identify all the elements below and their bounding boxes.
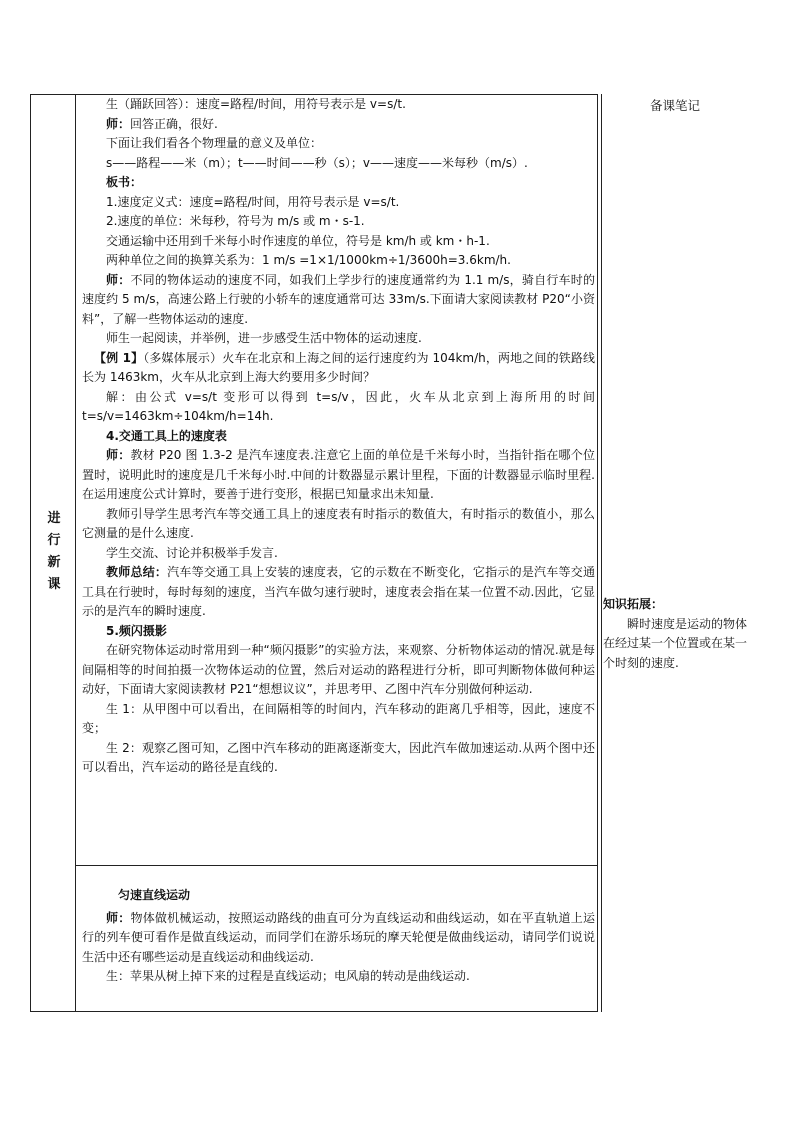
knowledge-extension (603, 595, 753, 673)
lesson-content-2 (82, 886, 595, 987)
teacher-label: 师： (106, 116, 131, 131)
teacher-reply (82, 115, 595, 135)
stage-label (36, 508, 72, 596)
traffic-unit: 交通运输中还用到千米每小时作速度的单位，符号是 km/h 或 km・h-1. (106, 233, 490, 248)
table-row-divider (75, 865, 598, 866)
table-border-left (30, 94, 31, 1012)
teacher-reply-text: 回答正确，很好. (130, 116, 218, 131)
teacher-label: 师： (106, 448, 131, 462)
speedometer-explanation-text: 教材 P20 图 1.3-2 是汽车速度表.注意它上面的单位是千米每小时，当指针指在哪个位置时，说明此时的速度是几千米每小时.中间的计数器显示累计里程，下面的计数器显示临时里程.在运用速度公式计算时，要善于进行变形，根据已知量求出未知量. (82, 448, 595, 501)
board-heading: 板书： (106, 175, 143, 189)
teacher-speed-examples-text: 不同的物体运动的速度不同，如我们上学步行的速度通常约为 1.1 m/s，骑自行车时的速度约 5 m/s，高速公路上行驶的小轿车的速度通常可达 33m/s.下面请大家阅读教材 P20“小资料”，了解一些物体运动的速度. (82, 272, 595, 326)
quantity-units: s——路程——米（m）；t——时间——秒（s）；v——速度——米每秒（m/s）. (106, 155, 528, 170)
uniform-motion-heading: 匀速直线运动 (118, 888, 191, 902)
example-solution: 解：由公式 v=s/t 变形可以得到 t=s/v，因此，火车从北京到上海所用的时间 t=s/v=1463km÷104km/h=14h. (82, 389, 595, 423)
teacher-label: 师： (106, 272, 131, 287)
section-5-heading: 5.频闪摄影 (106, 623, 167, 638)
teacher-motion-intro (82, 909, 595, 968)
teacher-summary-text: 汽车等交通工具上安装的速度表，它的示数在不断变化，它指示的是汽车等交通工具在行驶时，每时每刻的速度，当汽车做匀速行驶时，速度表会指在某一位置不动.因此，它显示的是汽车的瞬时速度. (82, 565, 595, 618)
extension-title: 知识拓展： (603, 597, 664, 611)
summary-label: 教师总结： (106, 565, 168, 579)
reading-activity: 师生一起阅读，并举例，进一步感受生活中物体的运动速度. (106, 331, 422, 345)
speedometer-explanation (82, 446, 595, 505)
stage-label-char: 课 (47, 577, 61, 592)
teacher-speed-examples (82, 271, 595, 330)
unit-conversion: 两种单位之间的换算关系为：1 m/s =1×1/1000km÷1/3600h=3.6km/h. (106, 253, 511, 267)
student-2-answer: 生 2：观察乙图可知，乙图中汽车移动的距离逐渐变大，因此汽车做加速运动.从两个图中还可以看出，汽车运动的路径是直线的. (82, 740, 595, 774)
teacher-motion-intro-text: 物体做机械运动，按照运动路线的曲直可分为直线运动和曲线运动，如在平直轨道上运行的列车便可看作是做直线运动，而同学们在游乐场玩的摩天轮便是做曲线运动，请同学们说说生活中还有哪些运动是直线运动和曲线运动. (82, 910, 595, 964)
table-border-bottom (30, 1011, 598, 1012)
table-divider-label (75, 94, 76, 1012)
speed-definition: 1.速度定义式：速度=路程/时间，用符号表示是 v=s/t. (106, 194, 400, 209)
teacher-summary (82, 563, 595, 622)
intro-text: 下面让我们看各个物理量的意义及单位： (106, 136, 323, 150)
teacher-label: 师： (106, 910, 131, 925)
section-4-heading: 4.交通工具上的速度表 (106, 428, 227, 443)
student-answer: 生（踊跃回答）：速度=路程/时间，用符号表示是 v=s/t. (106, 97, 406, 111)
table-border-right (597, 94, 598, 1012)
student-discussion: 学生交流、讨论并积极举手发言. (106, 545, 278, 560)
speed-unit: 2.速度的单位：米每秒，符号为 m/s 或 m・s-1. (106, 214, 365, 228)
student-1-answer: 生 1：从甲图中可以看出，在间隔相等的时间内，汽车移动的距离几乎相等，因此，速度不变； (82, 701, 595, 735)
stage-label-char: 行 (47, 533, 61, 548)
example-label: 【例 1】 (94, 350, 144, 365)
stage-label-char: 进 (47, 511, 61, 526)
teacher-guidance: 教师引导学生思考汽车等交通工具上的速度表有时指示的数值大，有时指示的数值小，那么它测量的是什么速度. (82, 506, 595, 540)
strobe-photo-text: 在研究物体运动时常用到一种“频闪摄影”的实验方法，来观察、分析物体运动的情况.就是每间隔相等的时间拍摄一次物体运动的位置，然后对运动的路程进行分析，即可判断物体做何种运动好，下面请大家阅读教材 P21“想想议议”，并思考甲、乙图中汽车分别做何种运动. (82, 643, 595, 696)
example-1 (82, 349, 595, 388)
example-1-text: （多媒体展示）火车在北京和上海之间的运行速度约为 104km/h，两地之间的铁路线长为 1463km，火车从北京到上海大约要用多少时间？ (82, 350, 595, 384)
lesson-content (82, 95, 595, 778)
stage-label-char: 新 (47, 555, 61, 570)
extension-text: 瞬时速度是运动的物体在经过某一个位置或在某一个时刻的速度. (603, 616, 748, 670)
notes-column-line (601, 94, 602, 1012)
student-motion-answer: 生：苹果从树上掉下来的过程是直线运动；电风扇的转动是曲线运动. (106, 969, 470, 983)
notes-title: 备课笔记 (650, 98, 701, 113)
